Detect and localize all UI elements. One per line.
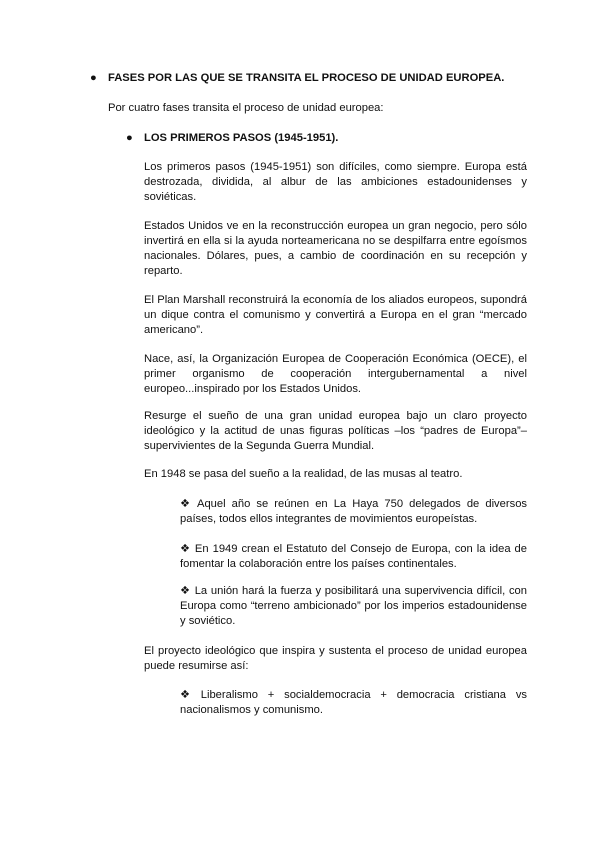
paragraph: Estados Unidos ve en la reconstrucción europea un gran negocio, pero sólo invertirá en ella si la ayuda norteamericana no se despilfarra entre egoísmos nacionales. Dólares, pues, a cambio de coordinación en su recepción y reparto. [144, 220, 527, 277]
sub-item-text: Aquel año se reúnen en La Haya 750 delegados de diversos países, todos ellos integrantes de movimientos europeístas. [180, 498, 528, 525]
sub-item-text: En 1949 crean el Estatuto del Consejo de Europa, con la idea de fomentar la colaboración entre los países continentales. [180, 543, 528, 570]
intro-text: Por cuatro fases transita el proceso de unidad europea: [108, 102, 384, 114]
paragraph: El Plan Marshall reconstruirá la economía de los aliados europeos, supondrá un dique contra el comunismo y convertirá a Europa en el gran “mercado americano”. [144, 294, 527, 336]
diamond-bullet-icon: ❖ [180, 585, 191, 597]
bullet-icon: ● [90, 72, 97, 84]
paragraph: Los primeros pasos (1945-1951) son difíciles, como siempre. Europa está destrozada, dividida, al albur de las ambiciones estadounidenses y soviéticas. [144, 161, 527, 203]
sub-item-text: La unión hará la fuerza y posibilitará una supervivencia difícil, con Europa como “terreno ambicionado” por los imperios estadounidense y soviético. [180, 585, 528, 627]
sub-item [180, 542, 527, 572]
sub-item [180, 688, 527, 718]
sub-item [180, 497, 527, 527]
paragraph: Nace, así, la Organización Europea de Cooperación Económica (OECE), el primer organismo de cooperación intergubernamental a nivel europeo...inspirado por los Estados Unidos. [144, 353, 527, 395]
diamond-bullet-icon: ❖ [180, 689, 197, 701]
paragraph: El proyecto ideológico que inspira y sustenta el proceso de unidad europea puede resumirse así: [144, 645, 527, 672]
section-heading-text: LOS PRIMEROS PASOS (1945-1951). [144, 132, 339, 144]
paragraph: Resurge el sueño de una gran unidad europea bajo un claro proyecto ideológico y la actitud de unas figuras políticas –los “padres de Europa”– supervivientes de la Segunda Guerra Mundial. [144, 410, 527, 452]
paragraph: En 1948 se pasa del sueño a la realidad, de las musas al teatro. [144, 468, 463, 480]
sub-item-text: Liberalismo + socialdemocracia + democracia cristiana vs nacionalismos y comunismo. [180, 689, 528, 716]
bullet-icon: ● [126, 132, 133, 144]
main-heading-text: FASES POR LAS QUE SE TRANSITA EL PROCESO DE UNIDAD EUROPEA. [108, 72, 505, 84]
diamond-bullet-icon: ❖ [180, 543, 191, 555]
sub-item [180, 584, 527, 629]
diamond-bullet-icon: ❖ [180, 498, 193, 510]
